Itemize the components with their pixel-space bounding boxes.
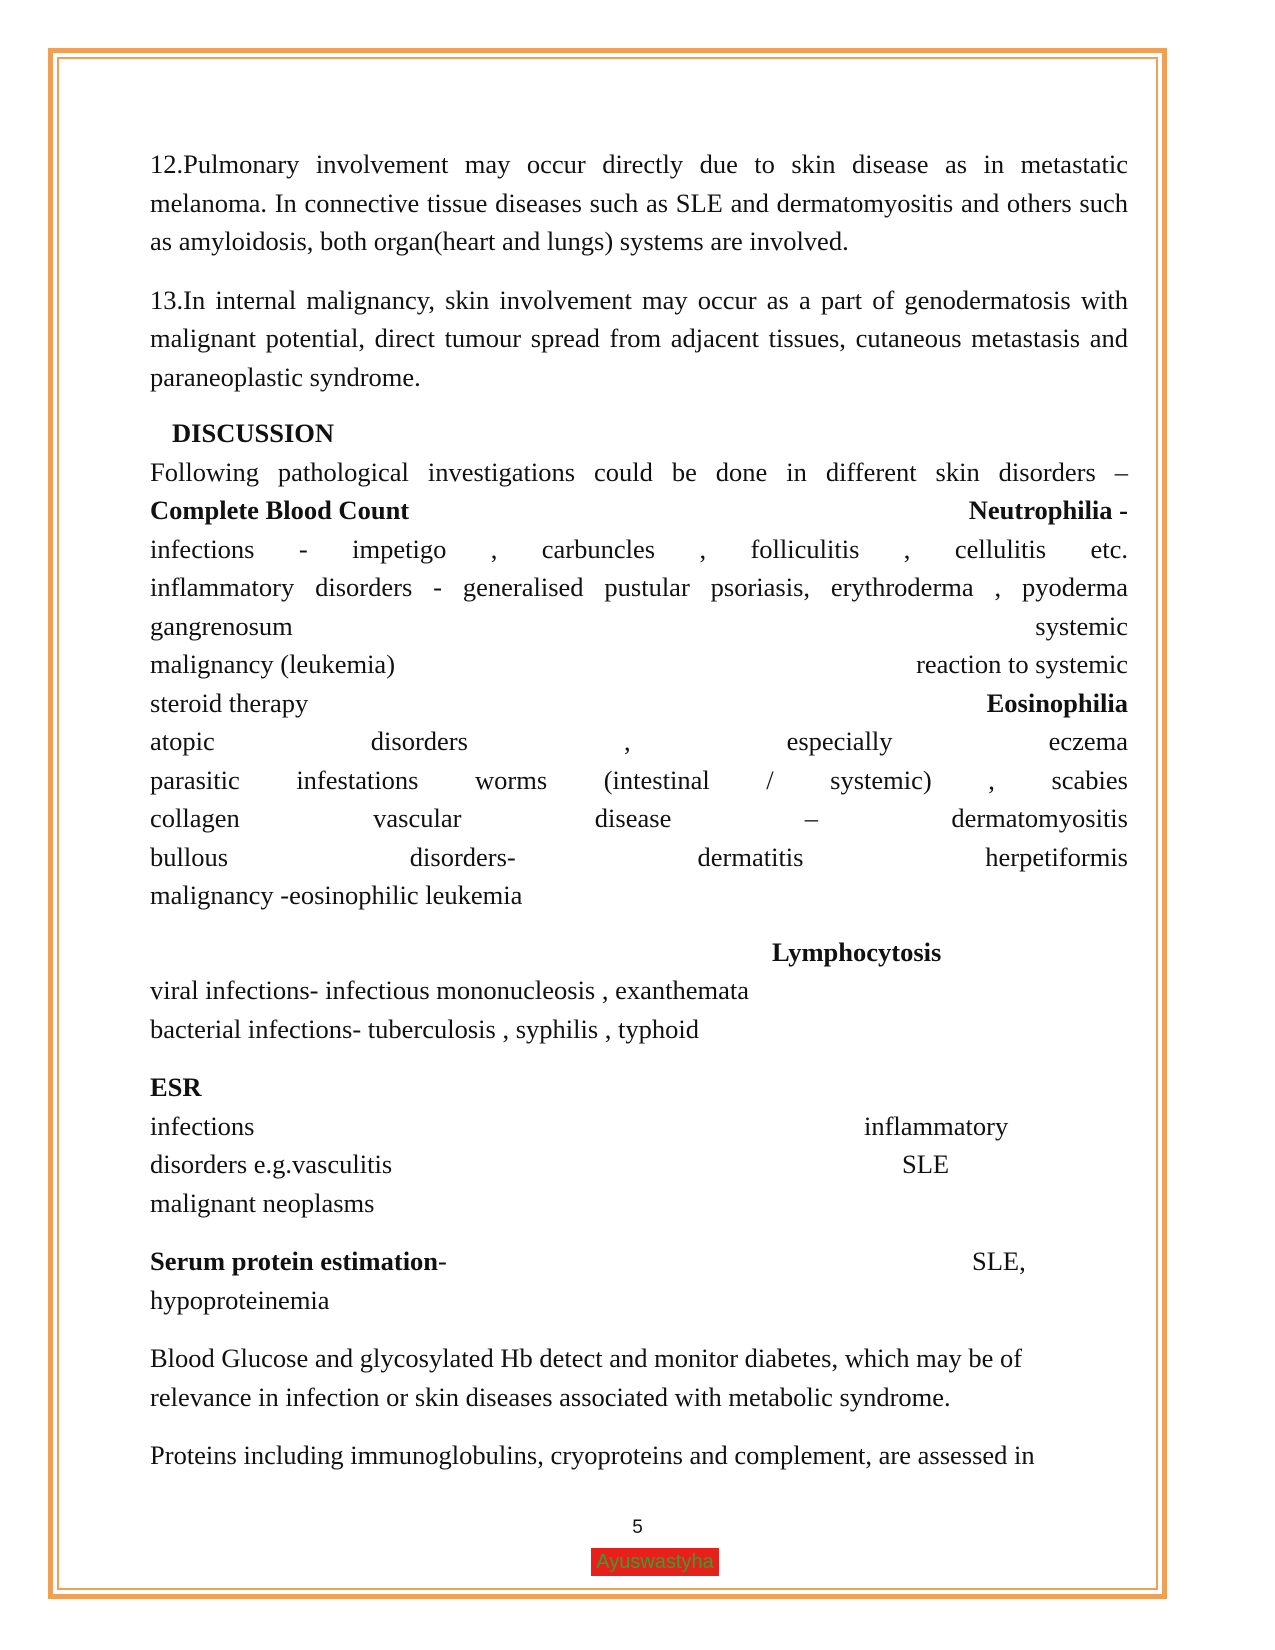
paragraph-13: 13.In internal malignancy, skin involvement may occur as a part of genodermatosis with malignant potential, direct tumour spread from adjacent tissues, cutaneous metastasis and paraneoplastic syndrome. [150, 284, 1128, 392]
esr-title: ESR [150, 1072, 202, 1102]
esr-line-2 [150, 1145, 1128, 1184]
cbc-line-4-left: malignancy (leukemia) [150, 649, 396, 679]
paragraph-12: 12.Pulmonary involvement may occur directly due to skin disease as in metastatic melanoma. In connective tissue diseases such as SLE and dermatomyositis and others such as amyloidosis, both organ(heart and lungs) systems are involved. [150, 149, 1128, 256]
page-number: 5 [632, 1517, 643, 1538]
esr-line-1 [150, 1107, 1128, 1146]
cbc-line-9: bullous disorders- dermatitis herpetiformis [150, 841, 1128, 872]
cbc-line-6: atopic disorders , especially eczema [150, 726, 1128, 756]
serum-title: Serum protein estimation [150, 1246, 439, 1276]
cbc-line-5 [150, 684, 1128, 723]
serum-line-2: hypoproteinemia [150, 1284, 330, 1315]
page-content [150, 145, 1128, 1475]
cbc-line-4-right: reaction to systemic [916, 649, 1128, 679]
cbc-line-10: malignancy -eosinophilic leukemia [150, 880, 523, 910]
esr-line-2-left: disorders e.g.vasculitis [150, 1149, 393, 1179]
cbc-line-4 [150, 645, 1128, 684]
serum-right: SLE, [972, 1246, 1026, 1276]
serum-left [150, 1242, 972, 1281]
cbc-line-3-left: gangrenosum [150, 610, 293, 641]
cbc-line-8: collagen vascular disease – dermatomyositis [150, 803, 1128, 833]
cbc-line-12: bacterial infections- tuberculosis , syphilis , typhoid [150, 1013, 700, 1044]
cbc-line-5-left: steroid therapy [150, 687, 309, 718]
cbc-title-row [150, 491, 1128, 530]
proteins-paragraph: Proteins including immunoglobulins, cryoproteins and complement, are assessed in [150, 1440, 1035, 1470]
cbc-title: Complete Blood Count [150, 495, 410, 525]
eosinophilia-label: Eosinophilia [986, 687, 1128, 718]
cbc-line-3-right: systemic [1035, 610, 1128, 641]
lymphocytosis-label: Lymphocytosis [772, 936, 942, 967]
neutrophilia-label: Neutrophilia - [968, 495, 1128, 525]
esr-line-3: malignant neoplasms [150, 1187, 375, 1218]
cbc-line-2: inflammatory disorders - generalised pustular psoriasis, erythroderma , pyoderma [150, 572, 1128, 602]
serum-row [150, 1242, 1128, 1281]
cbc-line-1: infections - impetigo , carbuncles , folliculitis , cellulitis etc. [150, 533, 1128, 564]
serum-dash: - [438, 1246, 447, 1276]
cbc-line-3 [150, 607, 1128, 646]
esr-line-1-right: inflammatory [864, 1110, 1009, 1141]
esr-line-1-left: infections [150, 1110, 255, 1141]
brand-label: Ayuswastyha [591, 1548, 719, 1576]
discussion-intro: Following pathological investigations could be done in different skin disorders – [150, 456, 1128, 487]
cbc-line-11: viral infections- infectious mononucleosis , exanthemata [150, 975, 750, 1005]
discussion-heading: DISCUSSION [172, 418, 335, 448]
blood-glucose-paragraph: Blood Glucose and glycosylated Hb detect and monitor diabetes, which may be of relevance in infection or skin diseases associated with metabolic syndrome. [150, 1343, 1023, 1412]
esr-line-2-right: SLE [902, 1149, 950, 1179]
cbc-line-7: parasitic infestations worms (intestinal / systemic) , scabies [150, 764, 1128, 795]
